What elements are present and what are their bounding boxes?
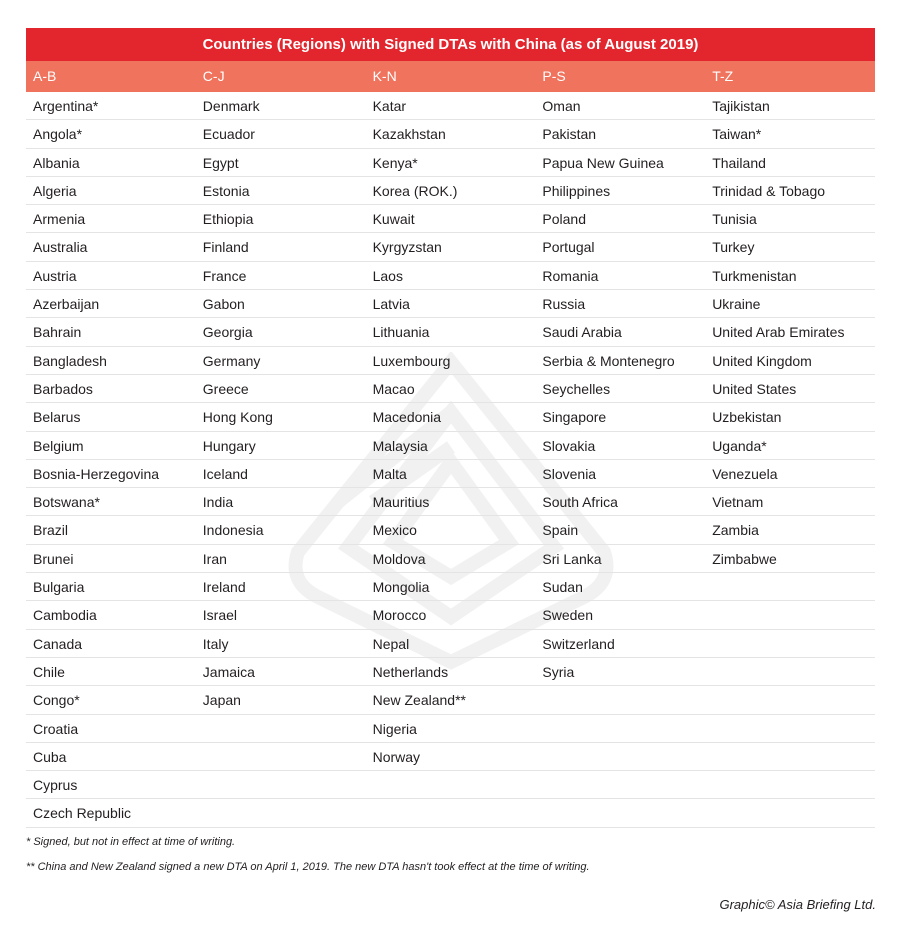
table-cell-k-n: Netherlands: [372, 663, 449, 680]
table-cell-c-j: Greece: [202, 380, 249, 397]
table-row: [26, 601, 875, 629]
table-row: [26, 149, 875, 177]
header-row: [26, 61, 875, 92]
table-row: [26, 658, 875, 686]
table-cell-t-z: Taiwan*: [712, 126, 762, 143]
table-cell-p-s: Oman: [542, 98, 581, 114]
table-row: [26, 545, 875, 573]
table-cell-t-z: Tunisia: [712, 211, 757, 228]
table-row: [26, 347, 875, 375]
table-cell-k-n: [366, 771, 536, 798]
table-cell-k-n: Korea (ROK.): [372, 182, 458, 199]
table-cell-a-b: Chile: [33, 663, 65, 680]
table-cell-k-n: Kyrgyzstan: [372, 239, 442, 256]
table-cell-p-s: Sri Lanka: [542, 550, 602, 567]
table-cell-t-z: United States: [712, 380, 797, 397]
table-cell-p-s: Slovenia: [542, 465, 597, 482]
table-row: [26, 743, 875, 771]
table-cell-p-s: Papua New Guinea: [542, 154, 664, 171]
table-cell-p-s: Seychelles: [542, 380, 611, 397]
column-header-a-b: A-B: [33, 68, 57, 84]
table-cell-c-j: [196, 799, 366, 826]
table-cell-p-s: Russia: [542, 296, 586, 313]
table-cell-k-n: Lithuania: [372, 324, 430, 341]
table-cell-t-z: [705, 686, 875, 713]
table-cell-t-z: Venezuela: [712, 465, 778, 482]
table-cell-k-n: Katar: [372, 98, 407, 114]
table-cell-t-z: Zambia: [712, 522, 759, 539]
table-row: [26, 403, 875, 431]
table-cell-c-j: Indonesia: [202, 522, 264, 539]
table-cell-t-z: [705, 771, 875, 798]
table-cell-k-n: Nepal: [372, 635, 410, 652]
table-cell-p-s: Sweden: [542, 607, 593, 624]
table-cell-c-j: Georgia: [202, 324, 253, 341]
table-cell-p-s: Romania: [542, 267, 599, 284]
table-cell-p-s: Sudan: [542, 579, 583, 596]
table-cell-k-n: Kazakhstan: [372, 126, 446, 143]
table-row: [26, 120, 875, 148]
table-cell-a-b: Belarus: [33, 409, 81, 426]
table-cell-p-s: [535, 799, 705, 826]
table-cell-t-z: Thailand: [712, 154, 766, 171]
table-row: [26, 233, 875, 261]
table-cell-t-z: [705, 573, 875, 600]
table-cell-t-z: Ukraine: [712, 296, 761, 313]
table-cell-c-j: Finland: [202, 239, 249, 256]
table-row: [26, 262, 875, 290]
table-cell-a-b: Bulgaria: [33, 579, 85, 596]
table-cell-a-b: Czech Republic: [33, 805, 132, 822]
table-cell-t-z: Trinidad & Tobago: [712, 182, 826, 199]
table-cell-c-j: Gabon: [202, 296, 245, 313]
table-cell-t-z: Zimbabwe: [712, 550, 777, 567]
table-cell-c-j: Ireland: [202, 579, 246, 596]
table-cell-k-n: Macao: [372, 380, 415, 397]
table-cell-p-s: Singapore: [542, 409, 607, 426]
table-cell-k-n: Kenya*: [372, 154, 418, 171]
table-cell-k-n: Malta: [372, 465, 407, 482]
table-cell-c-j: Ethiopia: [202, 211, 254, 228]
table-cell-c-j: Germany: [202, 352, 261, 369]
table-cell-p-s: Portugal: [542, 239, 595, 256]
table-cell-c-j: [196, 771, 366, 798]
table-cell-c-j: Italy: [202, 635, 229, 652]
table-cell-a-b: Azerbaijan: [33, 296, 100, 313]
table-row: [26, 686, 875, 714]
table-cell-t-z: [705, 715, 875, 742]
table-cell-c-j: Jamaica: [202, 663, 255, 680]
table-cell-t-z: Uzbekistan: [712, 409, 782, 426]
table-cell-a-b: Austria: [33, 267, 77, 284]
table-cell-k-n: Macedonia: [372, 409, 442, 426]
table-cell-c-j: Israel: [202, 607, 238, 624]
table-cell-p-s: [535, 771, 705, 798]
table-cell-a-b: Angola*: [33, 126, 83, 143]
footnote-single-asterisk: * Signed, but not in effect at time of writing.: [26, 836, 236, 848]
table-cell-a-b: Brunei: [33, 550, 74, 567]
column-header-t-z: T-Z: [712, 68, 734, 84]
table-cell-c-j: Egypt: [202, 154, 239, 171]
table-cell-c-j: Iran: [202, 550, 227, 567]
table-cell-p-s: Syria: [542, 663, 575, 680]
table-cell-k-n: Moldova: [372, 550, 426, 567]
table-cell-a-b: Argentina*: [33, 98, 99, 114]
table-cell-p-s: [535, 686, 705, 713]
table-cell-a-b: Cuba: [33, 748, 67, 765]
table-cell-k-n: Laos: [372, 267, 403, 284]
table-cell-t-z: [705, 799, 875, 826]
table-cell-a-b: Algeria: [33, 182, 77, 199]
table-cell-a-b: Bangladesh: [33, 352, 107, 369]
table-cell-t-z: [705, 630, 875, 657]
table-row: [26, 715, 875, 743]
table-cell-c-j: Hong Kong: [202, 409, 273, 426]
table-cell-p-s: South Africa: [542, 494, 618, 511]
table-cell-p-s: Pakistan: [542, 126, 597, 143]
table-cell-k-n: Norway: [372, 748, 421, 765]
table-cell-a-b: Botswana*: [33, 494, 100, 511]
table-cell-k-n: Malaysia: [372, 437, 428, 454]
table-row: [26, 318, 875, 346]
table-cell-c-j: Denmark: [202, 98, 260, 114]
table-cell-c-j: Ecuador: [202, 126, 255, 143]
table-cell-t-z: [705, 743, 875, 770]
table-cell-p-s: [535, 743, 705, 770]
table-cell-t-z: United Arab Emirates: [712, 324, 845, 341]
graphic-credit: Graphic© Asia Briefing Ltd.: [719, 897, 876, 912]
table-cell-c-j: France: [202, 267, 247, 284]
table-cell-c-j: Iceland: [202, 465, 248, 482]
table-cell-a-b: Armenia: [33, 211, 86, 228]
table-row: [26, 177, 875, 205]
table-row: [26, 573, 875, 601]
table-cell-a-b: Cyprus: [33, 777, 78, 794]
table-cell-t-z: Turkey: [712, 239, 755, 256]
column-header-p-s: P-S: [542, 68, 566, 84]
table-body: [26, 92, 875, 828]
table-title: Countries (Regions) with Signed DTAs with China (as of August 2019): [26, 28, 875, 61]
table-row: [26, 205, 875, 233]
table-row: [26, 432, 875, 460]
table-cell-k-n: Latvia: [372, 296, 410, 313]
table-cell-k-n: Nigeria: [372, 720, 417, 737]
table-cell-t-z: [705, 601, 875, 628]
table-cell-t-z: United Kingdom: [712, 352, 812, 369]
table-row: [26, 460, 875, 488]
table-cell-c-j: [196, 715, 366, 742]
table-cell-k-n: New Zealand**: [372, 692, 466, 709]
table-row: [26, 92, 875, 120]
column-header-k-n: K-N: [372, 68, 397, 84]
table-cell-k-n: Mauritius: [372, 494, 430, 511]
table-cell-c-j: Hungary: [202, 437, 256, 454]
table-cell-a-b: Congo*: [33, 692, 80, 709]
table-cell-p-s: Serbia & Montenegro: [542, 352, 675, 369]
dta-table: [26, 28, 875, 828]
table-row: [26, 488, 875, 516]
table-cell-a-b: Brazil: [33, 522, 69, 539]
table-cell-c-j: Estonia: [202, 182, 250, 199]
table-cell-p-s: Switzerland: [542, 635, 615, 652]
table-cell-p-s: Philippines: [542, 182, 611, 199]
footnote-double-asterisk: ** China and New Zealand signed a new DTA on April 1, 2019. The new DTA hasn't took effect at the time of writing.: [26, 861, 590, 873]
table-cell-a-b: Barbados: [33, 380, 93, 397]
table-cell-p-s: [535, 715, 705, 742]
table-cell-k-n: Kuwait: [372, 211, 415, 228]
table-cell-t-z: Uganda*: [712, 437, 767, 454]
table-cell-p-s: Poland: [542, 211, 586, 228]
table-cell-t-z: [705, 658, 875, 685]
table-row: [26, 771, 875, 799]
table-row: [26, 799, 875, 827]
table-cell-p-s: Saudi Arabia: [542, 324, 622, 341]
table-cell-t-z: Vietnam: [712, 494, 764, 511]
table-cell-a-b: Australia: [33, 239, 88, 256]
footnotes: [26, 834, 590, 884]
table-cell-a-b: Bosnia-Herzegovina: [33, 465, 160, 482]
table-cell-c-j: India: [202, 494, 234, 511]
table-cell-a-b: Canada: [33, 635, 83, 652]
table-row: [26, 516, 875, 544]
column-header-c-j: C-J: [202, 68, 225, 84]
table-cell-k-n: Luxembourg: [372, 352, 451, 369]
table-cell-a-b: Croatia: [33, 720, 79, 737]
table-cell-t-z: Tajikistan: [712, 98, 770, 114]
table-cell-a-b: Cambodia: [33, 607, 97, 624]
table-cell-c-j: Japan: [202, 692, 241, 709]
table-cell-p-s: Spain: [542, 522, 579, 539]
table-cell-t-z: Turkmenistan: [712, 267, 797, 284]
table-cell-c-j: [196, 743, 366, 770]
table-row: [26, 290, 875, 318]
table-row: [26, 630, 875, 658]
table-cell-k-n: Mexico: [372, 522, 417, 539]
table-row: [26, 375, 875, 403]
table-cell-k-n: Morocco: [372, 607, 427, 624]
table-cell-a-b: Albania: [33, 154, 80, 171]
table-cell-a-b: Bahrain: [33, 324, 82, 341]
table-cell-a-b: Belgium: [33, 437, 84, 454]
table-cell-k-n: [366, 799, 536, 826]
table-cell-k-n: Mongolia: [372, 579, 430, 596]
table-cell-p-s: Slovakia: [542, 437, 596, 454]
